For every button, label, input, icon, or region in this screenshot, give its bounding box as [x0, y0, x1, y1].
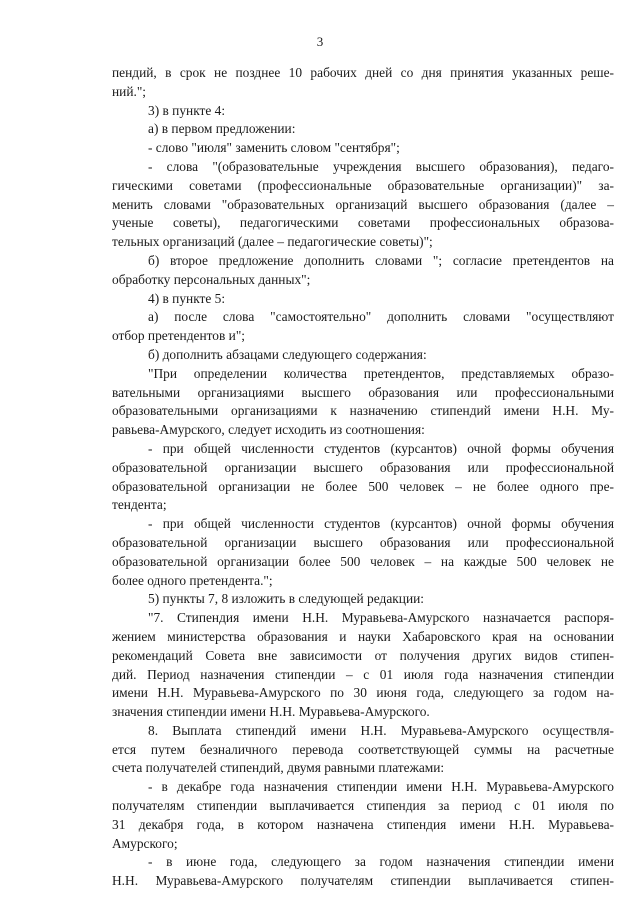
- text-line: 8. Выплата стипендий имени Н.Н. Муравьева-Амурского осуществля-: [148, 722, 614, 738]
- text-line: - слово "июля" заменить словом "сентября";: [148, 140, 400, 156]
- text-line: Амурского;: [112, 835, 178, 851]
- text-line: - в июне года, следующего за годом назначения стипендии имени: [148, 854, 614, 870]
- text-line: образовательной организации более 500 человек – на каждые 500 человек не: [112, 553, 614, 569]
- text-line: отбор претендентов и";: [112, 328, 246, 344]
- text-line: "При определении количества претендентов, представляемых образо-: [148, 365, 614, 381]
- text-line: б) дополнить абзацами следующего содержания:: [148, 346, 427, 362]
- text-line: рекомендаций Совета вне зависимости от получения других видов стипен-: [112, 647, 614, 663]
- text-line: гическими советами (профессиональные образовательные организации)" за-: [112, 177, 614, 193]
- text-line: образовательной организации высшего образования или профессиональной: [112, 459, 614, 475]
- text-line: а) после слова "самостоятельно" дополнить словами "осуществляют: [148, 309, 614, 325]
- text-line: получателям стипендии выплачивается стипендия за период с 01 июля по: [112, 798, 614, 814]
- text-line: ется путем безналичного перевода соответствующей суммы на расчетные: [112, 741, 614, 757]
- text-line: б) второе предложение дополнить словами "; согласие претендентов на: [148, 252, 614, 268]
- text-line: ний.";: [112, 83, 147, 99]
- text-line: - при общей численности студентов (курсантов) очной формы обучения: [148, 516, 614, 532]
- text-line: образовательной организации высшего образования или профессиональной: [112, 534, 614, 550]
- text-line: а) в первом предложении:: [148, 121, 296, 137]
- text-line: 31 декабря года, в котором назначена стипендия имени Н.Н. Муравьева-: [112, 816, 614, 832]
- text-line: тендента;: [112, 497, 167, 513]
- text-line: значения стипендии имени Н.Н. Муравьева-Амурского.: [112, 704, 430, 720]
- text-line: 5) пункты 7, 8 изложить в следующей редакции:: [148, 591, 424, 607]
- text-line: вательными организациями высшего образования или профессиональными: [112, 384, 614, 400]
- text-line: обработку персональных данных";: [112, 271, 311, 287]
- text-line: имени Н.Н. Муравьева-Амурского по 30 июня года, следующего за годом на-: [112, 685, 614, 701]
- text-line: 3) в пункте 4:: [148, 102, 226, 118]
- text-line: более одного претендента.";: [112, 572, 273, 588]
- text-line: образовательными организациями к назначению стипендий имени Н.Н. Му-: [112, 403, 614, 419]
- text-line: менить словами "образовательных организаций высшего образования (далее –: [112, 196, 614, 212]
- text-line: счета получателей стипендий, двумя равными платежами:: [112, 760, 445, 776]
- text-line: - при общей численности студентов (курсантов) очной формы обучения: [148, 440, 614, 456]
- text-line: образовательной организации не более 500 человек – не более одного пре-: [112, 478, 614, 494]
- text-line: тельных организаций (далее – педагогические советы)";: [112, 234, 433, 250]
- text-line: - в декабре года назначения стипендии имени Н.Н. Муравьева-Амурского: [148, 779, 614, 795]
- text-line: равьева-Амурского, следует исходить из соотношения:: [112, 422, 425, 438]
- text-line: дий. Период назначения стипендии – с 01 июля года назначения стипендии: [112, 666, 614, 682]
- text-line: ученые советы), педагогическими советами профессиональных образова-: [112, 215, 614, 231]
- text-line: пендий, в срок не позднее 10 рабочих дней со дня принятия указанных реше-: [112, 65, 614, 80]
- text-line: Н.Н. Муравьева-Амурского получателям стипендии выплачивается стипен-: [112, 873, 614, 889]
- text-line: жением министерства образования и науки Хабаровского края на основании: [112, 628, 614, 644]
- document-body: [112, 64, 614, 891]
- page-number: 3: [316, 34, 324, 49]
- text-line: 4) в пункте 5:: [148, 290, 226, 306]
- text-line: "7. Стипендия имени Н.Н. Муравьева-Амурского назначается распоря-: [148, 610, 614, 626]
- text-line: - слова "(образовательные учреждения высшего образования), педаго-: [148, 158, 614, 174]
